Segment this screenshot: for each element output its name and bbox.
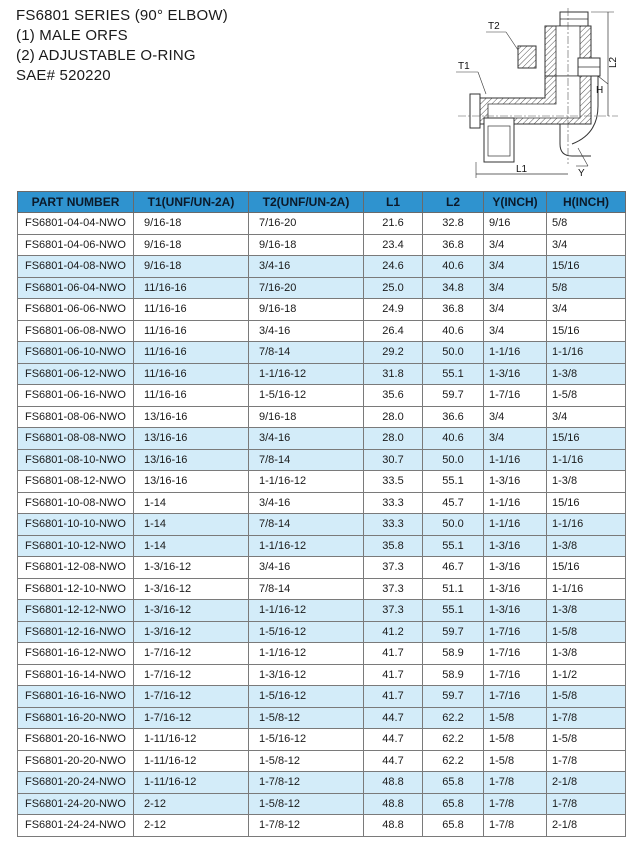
header-l2: L2 [423, 192, 484, 213]
l1-cell: 28.0 [364, 428, 423, 450]
t1-cell: 13/16-16 [134, 428, 249, 450]
l1-cell: 41.2 [364, 621, 423, 643]
part-number-cell: FS6801-20-16-NWO [18, 729, 134, 751]
y-cell: 3/4 [484, 299, 547, 321]
table-row [18, 643, 626, 665]
part-number-cell: FS6801-12-08-NWO [18, 557, 134, 579]
l2-cell: 55.1 [423, 363, 484, 385]
part-number-cell: FS6801-24-20-NWO [18, 793, 134, 815]
t1-cell: 13/16-16 [134, 449, 249, 471]
h-cell: 2-1/8 [547, 772, 626, 794]
part-number-cell: FS6801-04-04-NWO [18, 213, 134, 235]
part-number-cell: FS6801-16-16-NWO [18, 686, 134, 708]
part-number-cell: FS6801-06-10-NWO [18, 342, 134, 364]
t1-cell: 1-7/16-12 [134, 643, 249, 665]
l1-cell: 25.0 [364, 277, 423, 299]
t2-cell: 1-5/16-12 [249, 729, 364, 751]
y-cell: 3/4 [484, 256, 547, 278]
t2-cell: 3/4-16 [249, 492, 364, 514]
l1-cell: 24.6 [364, 256, 423, 278]
table-row [18, 428, 626, 450]
l1-cell: 21.6 [364, 213, 423, 235]
l1-cell: 28.0 [364, 406, 423, 428]
t1-cell: 2-12 [134, 793, 249, 815]
y-cell: 1-7/8 [484, 815, 547, 837]
table-row [18, 256, 626, 278]
t1-cell: 11/16-16 [134, 363, 249, 385]
h-cell: 1-5/8 [547, 729, 626, 751]
header-part-number: PART NUMBER [18, 192, 134, 213]
part-number-cell: FS6801-12-16-NWO [18, 621, 134, 643]
y-cell: 1-3/16 [484, 578, 547, 600]
table-row [18, 600, 626, 622]
t1-cell: 11/16-16 [134, 320, 249, 342]
header-l1: L1 [364, 192, 423, 213]
y-cell: 1-1/16 [484, 492, 547, 514]
y-cell: 1-1/16 [484, 449, 547, 471]
t2-cell: 1-5/16-12 [249, 385, 364, 407]
part-number-cell: FS6801-10-12-NWO [18, 535, 134, 557]
t2-label: T2 [488, 21, 500, 32]
h-cell: 15/16 [547, 428, 626, 450]
t1-cell: 1-3/16-12 [134, 600, 249, 622]
l1-cell: 31.8 [364, 363, 423, 385]
h-cell: 15/16 [547, 557, 626, 579]
h-cell: 1-5/8 [547, 686, 626, 708]
t1-cell: 9/16-18 [134, 213, 249, 235]
h-cell: 15/16 [547, 256, 626, 278]
table-row [18, 449, 626, 471]
t1-cell: 13/16-16 [134, 471, 249, 493]
l2-cell: 55.1 [423, 471, 484, 493]
y-cell: 1-7/8 [484, 793, 547, 815]
l2-cell: 40.6 [423, 428, 484, 450]
l2-cell: 34.8 [423, 277, 484, 299]
h-cell: 5/8 [547, 277, 626, 299]
table-row [18, 213, 626, 235]
t2-cell: 1-1/16-12 [249, 600, 364, 622]
l1-cell: 23.4 [364, 234, 423, 256]
h-cell: 1-1/2 [547, 664, 626, 686]
y-cell: 1-3/16 [484, 363, 547, 385]
l2-cell: 59.7 [423, 686, 484, 708]
table-row [18, 793, 626, 815]
table-row [18, 514, 626, 536]
table-body [18, 213, 626, 837]
t2-cell: 1-5/8-12 [249, 707, 364, 729]
l2-cell: 46.7 [423, 557, 484, 579]
part-number-cell: FS6801-12-10-NWO [18, 578, 134, 600]
y-label: Y [578, 168, 585, 179]
l2-cell: 58.9 [423, 643, 484, 665]
header-y: Y(INCH) [484, 192, 547, 213]
part-number-cell: FS6801-08-06-NWO [18, 406, 134, 428]
t1-cell: 1-7/16-12 [134, 707, 249, 729]
y-cell: 1-7/16 [484, 664, 547, 686]
part-number-cell: FS6801-06-16-NWO [18, 385, 134, 407]
t1-cell: 1-7/16-12 [134, 686, 249, 708]
y-cell: 3/4 [484, 277, 547, 299]
part-number-cell: FS6801-16-20-NWO [18, 707, 134, 729]
l1-cell: 44.7 [364, 707, 423, 729]
l1-cell: 24.9 [364, 299, 423, 321]
part-number-cell: FS6801-24-24-NWO [18, 815, 134, 837]
l1-cell: 37.3 [364, 578, 423, 600]
l2-cell: 50.0 [423, 514, 484, 536]
part-number-cell: FS6801-04-06-NWO [18, 234, 134, 256]
l2-cell: 59.7 [423, 621, 484, 643]
l1-cell: 48.8 [364, 772, 423, 794]
table-header-row [18, 192, 626, 213]
l2-cell: 45.7 [423, 492, 484, 514]
l2-label: L2 [608, 56, 619, 68]
t1-cell: 9/16-18 [134, 256, 249, 278]
t1-cell: 13/16-16 [134, 406, 249, 428]
l2-cell: 55.1 [423, 600, 484, 622]
l2-cell: 36.8 [423, 299, 484, 321]
table-row [18, 234, 626, 256]
part-number-cell: FS6801-06-08-NWO [18, 320, 134, 342]
y-cell: 1-5/8 [484, 729, 547, 751]
series-title: FS6801 SERIES (90° ELBOW) [16, 7, 228, 24]
table-row [18, 686, 626, 708]
l1-cell: 44.7 [364, 750, 423, 772]
l1-cell: 33.3 [364, 514, 423, 536]
t2-cell: 9/16-18 [249, 406, 364, 428]
t1-cell: 1-14 [134, 535, 249, 557]
t1-cell: 1-11/16-12 [134, 729, 249, 751]
t1-label: T1 [458, 61, 470, 72]
h-cell: 1-5/8 [547, 385, 626, 407]
l2-cell: 58.9 [423, 664, 484, 686]
table-row [18, 299, 626, 321]
t2-cell: 3/4-16 [249, 428, 364, 450]
t2-cell: 1-1/16-12 [249, 535, 364, 557]
part-number-cell: FS6801-04-08-NWO [18, 256, 134, 278]
t2-cell: 1-5/16-12 [249, 621, 364, 643]
t1-cell: 1-11/16-12 [134, 772, 249, 794]
h-cell: 1-7/8 [547, 793, 626, 815]
t2-cell: 7/8-14 [249, 449, 364, 471]
l1-cell: 37.3 [364, 600, 423, 622]
l1-label: L1 [516, 164, 528, 175]
l2-cell: 36.8 [423, 234, 484, 256]
table-row [18, 815, 626, 837]
t2-cell: 7/8-14 [249, 514, 364, 536]
table-row [18, 385, 626, 407]
y-cell: 1-7/16 [484, 621, 547, 643]
h-cell: 5/8 [547, 213, 626, 235]
t1-cell: 11/16-16 [134, 277, 249, 299]
t2-cell: 1-1/16-12 [249, 643, 364, 665]
h-cell: 1-3/8 [547, 363, 626, 385]
y-cell: 1-5/8 [484, 707, 547, 729]
l1-cell: 44.7 [364, 729, 423, 751]
y-cell: 1-3/16 [484, 557, 547, 579]
t1-cell: 1-11/16-12 [134, 750, 249, 772]
table-row [18, 729, 626, 751]
t1-cell: 1-3/16-12 [134, 578, 249, 600]
table-row [18, 342, 626, 364]
sae-number: SAE# 520220 [16, 67, 111, 84]
h-cell: 2-1/8 [547, 815, 626, 837]
h-cell: 1-1/16 [547, 449, 626, 471]
t2-cell: 1-3/16-12 [249, 664, 364, 686]
l2-cell: 36.6 [423, 406, 484, 428]
y-cell: 3/4 [484, 406, 547, 428]
table-row [18, 557, 626, 579]
part-number-cell: FS6801-16-14-NWO [18, 664, 134, 686]
part-number-cell: FS6801-08-12-NWO [18, 471, 134, 493]
y-cell: 1-3/16 [484, 535, 547, 557]
t2-cell: 1-1/16-12 [249, 363, 364, 385]
feature-adjustable-o-ring: (2) ADJUSTABLE O-RING [16, 47, 196, 64]
l2-cell: 50.0 [423, 342, 484, 364]
h-cell: 1-3/8 [547, 643, 626, 665]
t1-cell: 2-12 [134, 815, 249, 837]
t2-cell: 7/16-20 [249, 213, 364, 235]
l2-cell: 40.6 [423, 320, 484, 342]
t2-cell: 7/8-14 [249, 342, 364, 364]
part-number-cell: FS6801-06-04-NWO [18, 277, 134, 299]
t2-cell: 1-5/16-12 [249, 686, 364, 708]
table-row [18, 578, 626, 600]
y-cell: 3/4 [484, 320, 547, 342]
t2-cell: 3/4-16 [249, 557, 364, 579]
t2-cell: 7/8-14 [249, 578, 364, 600]
l1-cell: 35.8 [364, 535, 423, 557]
y-cell: 1-3/16 [484, 600, 547, 622]
t2-cell: 1-7/8-12 [249, 772, 364, 794]
table-row [18, 492, 626, 514]
l2-cell: 59.7 [423, 385, 484, 407]
t2-cell: 3/4-16 [249, 256, 364, 278]
part-number-cell: FS6801-08-08-NWO [18, 428, 134, 450]
h-cell: 1-7/8 [547, 707, 626, 729]
header-h: H(INCH) [547, 192, 626, 213]
h-cell: 1-7/8 [547, 750, 626, 772]
l1-cell: 26.4 [364, 320, 423, 342]
t1-cell: 1-14 [134, 514, 249, 536]
header-t1: T1(UNF/UN-2A) [134, 192, 249, 213]
y-cell: 1-7/16 [484, 385, 547, 407]
t2-cell: 7/16-20 [249, 277, 364, 299]
feature-male-orfs: (1) MALE ORFS [16, 27, 128, 44]
t1-cell: 11/16-16 [134, 299, 249, 321]
l2-cell: 50.0 [423, 449, 484, 471]
l2-cell: 65.8 [423, 772, 484, 794]
t1-cell: 1-14 [134, 492, 249, 514]
h-cell: 3/4 [547, 406, 626, 428]
y-cell: 1-7/8 [484, 772, 547, 794]
h-cell: 3/4 [547, 299, 626, 321]
h-cell: 1-5/8 [547, 621, 626, 643]
table-row [18, 750, 626, 772]
table-row [18, 707, 626, 729]
t1-cell: 11/16-16 [134, 385, 249, 407]
l2-cell: 32.8 [423, 213, 484, 235]
y-cell: 1-1/16 [484, 342, 547, 364]
t2-cell: 1-5/8-12 [249, 750, 364, 772]
y-cell: 1-7/16 [484, 686, 547, 708]
table-row [18, 621, 626, 643]
l2-cell: 55.1 [423, 535, 484, 557]
elbow-fitting-drawing [448, 6, 623, 181]
l2-cell: 40.6 [423, 256, 484, 278]
l1-cell: 48.8 [364, 815, 423, 837]
l1-cell: 35.6 [364, 385, 423, 407]
y-cell: 9/16 [484, 213, 547, 235]
table-row [18, 772, 626, 794]
part-number-cell: FS6801-20-24-NWO [18, 772, 134, 794]
header-block [16, 6, 228, 86]
t2-cell: 3/4-16 [249, 320, 364, 342]
l1-cell: 41.7 [364, 686, 423, 708]
t2-cell: 1-7/8-12 [249, 815, 364, 837]
l1-cell: 33.3 [364, 492, 423, 514]
table-row [18, 535, 626, 557]
part-number-cell: FS6801-08-10-NWO [18, 449, 134, 471]
y-cell: 1-1/16 [484, 514, 547, 536]
h-cell: 1-1/16 [547, 342, 626, 364]
table-row [18, 406, 626, 428]
part-number-cell: FS6801-06-06-NWO [18, 299, 134, 321]
t2-cell: 9/16-18 [249, 299, 364, 321]
l1-cell: 29.2 [364, 342, 423, 364]
part-number-cell: FS6801-06-12-NWO [18, 363, 134, 385]
table-row [18, 363, 626, 385]
l2-cell: 51.1 [423, 578, 484, 600]
y-cell: 1-7/16 [484, 643, 547, 665]
h-cell: 15/16 [547, 320, 626, 342]
h-cell: 3/4 [547, 234, 626, 256]
part-number-cell: FS6801-12-12-NWO [18, 600, 134, 622]
l2-cell: 62.2 [423, 729, 484, 751]
t1-cell: 1-7/16-12 [134, 664, 249, 686]
part-number-cell: FS6801-16-12-NWO [18, 643, 134, 665]
t1-cell: 1-3/16-12 [134, 621, 249, 643]
parts-table [17, 191, 626, 837]
l2-cell: 62.2 [423, 707, 484, 729]
t1-cell: 11/16-16 [134, 342, 249, 364]
l2-cell: 65.8 [423, 793, 484, 815]
table-row [18, 320, 626, 342]
l1-cell: 41.7 [364, 643, 423, 665]
l1-cell: 48.8 [364, 793, 423, 815]
h-cell: 1-3/8 [547, 600, 626, 622]
table-row [18, 471, 626, 493]
h-label: H [596, 85, 604, 96]
t2-cell: 9/16-18 [249, 234, 364, 256]
h-cell: 1-1/16 [547, 578, 626, 600]
t2-cell: 1-1/16-12 [249, 471, 364, 493]
h-cell: 15/16 [547, 492, 626, 514]
l1-cell: 33.5 [364, 471, 423, 493]
l2-cell: 65.8 [423, 815, 484, 837]
t1-cell: 1-3/16-12 [134, 557, 249, 579]
y-cell: 3/4 [484, 234, 547, 256]
h-cell: 1-3/8 [547, 471, 626, 493]
t2-cell: 1-5/8-12 [249, 793, 364, 815]
y-cell: 3/4 [484, 428, 547, 450]
l1-cell: 41.7 [364, 664, 423, 686]
h-cell: 1-1/16 [547, 514, 626, 536]
table-row [18, 277, 626, 299]
table-row [18, 664, 626, 686]
part-number-cell: FS6801-20-20-NWO [18, 750, 134, 772]
y-cell: 1-5/8 [484, 750, 547, 772]
l2-cell: 62.2 [423, 750, 484, 772]
h-cell: 1-3/8 [547, 535, 626, 557]
l1-cell: 30.7 [364, 449, 423, 471]
y-cell: 1-3/16 [484, 471, 547, 493]
t1-cell: 9/16-18 [134, 234, 249, 256]
part-number-cell: FS6801-10-08-NWO [18, 492, 134, 514]
header-t2: T2(UNF/UN-2A) [249, 192, 364, 213]
l1-cell: 37.3 [364, 557, 423, 579]
part-number-cell: FS6801-10-10-NWO [18, 514, 134, 536]
